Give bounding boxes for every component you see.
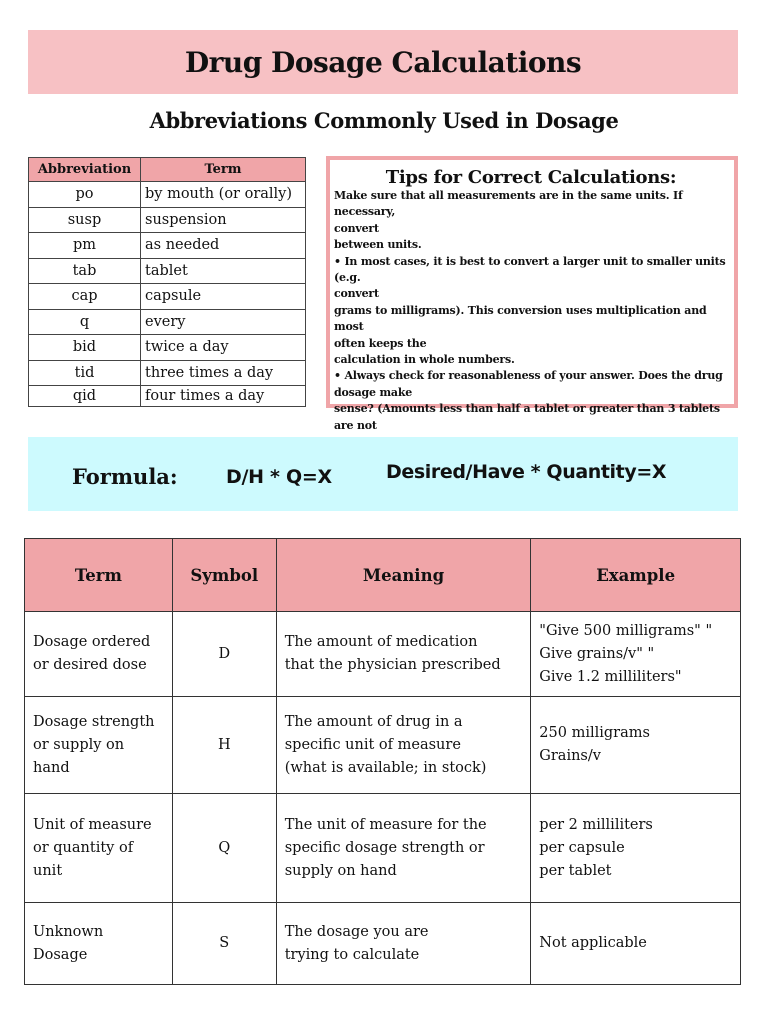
page-subtitle: Abbreviations Commonly Used in Dosage [149, 108, 619, 133]
abbreviation-cell: cap [29, 284, 141, 310]
tips-content [330, 160, 734, 432]
term-cell: capsule [141, 284, 306, 310]
term-cell: tablet [141, 258, 306, 284]
abbreviation-cell: qid [29, 386, 141, 407]
table-row [25, 794, 741, 903]
formula-short: D/H * Q=X [226, 466, 332, 488]
abbreviation-cell: q [29, 309, 141, 335]
title-banner [28, 30, 738, 94]
term-cell: as needed [141, 233, 306, 259]
abbreviation-cell: pm [29, 233, 141, 259]
terms-header-row [25, 539, 741, 612]
term-cell [25, 903, 173, 985]
example-cell [531, 794, 741, 903]
example-text: 250 milligrams Grains/v [539, 725, 650, 764]
term-cell: twice a day [141, 335, 306, 361]
meaning-text: The unit of measure for the specific dosage strength or supply on hand [284, 816, 487, 879]
abbreviation-cell: po [29, 182, 141, 208]
term-text: Dosage ordered or desired dose [33, 634, 151, 673]
symbol-column-header: Symbol [172, 539, 276, 612]
tips-line: dosage make [334, 385, 413, 399]
example-text: "Give 500 milligrams" " Give grains/v" " Give 1.2 milliliters" [539, 622, 713, 685]
example-text: Not applicable [539, 935, 647, 951]
tips-line: often keeps the [334, 336, 427, 350]
example-cell [531, 697, 741, 794]
abbreviation-header: Abbreviation [29, 158, 141, 182]
symbol-cell: Q [172, 794, 276, 903]
table-row [25, 903, 741, 985]
term-cell [25, 697, 173, 794]
example-cell [531, 903, 741, 985]
table-row [25, 697, 741, 794]
table-row [29, 284, 306, 310]
table-row [29, 335, 306, 361]
meaning-text: The amount of drug in a specific unit of measure (what is available; in stock) [284, 713, 487, 776]
symbol-cell: D [172, 612, 276, 697]
abbreviation-cell: susp [29, 207, 141, 233]
tips-line: grams to milligrams). This conversion uses multiplication and most [334, 303, 707, 334]
meaning-cell [276, 794, 531, 903]
meaning-cell [276, 903, 531, 985]
abbreviations-table [28, 157, 306, 407]
tips-line: • Always check for reasonableness of your answer. Does the drug [334, 369, 723, 383]
example-text: per 2 milliliters per capsule per tablet [539, 816, 653, 879]
symbol-cell: H [172, 697, 276, 794]
table-row [29, 360, 306, 386]
page-title: Drug Dosage Calculations [184, 45, 582, 79]
table-row [29, 309, 306, 335]
table-row [29, 386, 306, 407]
table-row [29, 258, 306, 284]
symbol-cell: S [172, 903, 276, 985]
table-row [25, 612, 741, 697]
table-row [29, 233, 306, 259]
tips-title: Tips for Correct Calculations: [385, 167, 677, 188]
example-cell [531, 612, 741, 697]
terms-table [24, 538, 741, 985]
term-text: Unit of measure or quantity of unit [33, 816, 152, 879]
term-column-header: Term [25, 539, 173, 612]
tips-line: between units. [334, 238, 422, 252]
formula-label: Formula: [72, 464, 178, 489]
formula-banner [28, 437, 738, 511]
term-header: Term [141, 158, 306, 182]
meaning-column-header: Meaning [276, 539, 531, 612]
tips-box [326, 156, 738, 432]
term-cell: by mouth (or orally) [141, 182, 306, 208]
term-cell [25, 794, 173, 903]
term-cell: three times a day [141, 360, 306, 386]
formula-long: Desired/Have * Quantity=X [386, 461, 667, 483]
meaning-cell [276, 697, 531, 794]
term-cell: every [141, 309, 306, 335]
term-cell: four times a day [141, 386, 306, 407]
example-column-header: Example [531, 539, 741, 612]
abbreviation-cell: tid [29, 360, 141, 386]
tips-line: sense? (Amounts less than half a tablet or greater than 3 tablets are not [334, 402, 720, 432]
meaning-text: The dosage you are trying to calculate [284, 923, 429, 963]
abbreviations-header-row [29, 158, 306, 182]
meaning-cell [276, 612, 531, 697]
table-row [29, 207, 306, 233]
tips-line: calculation in whole numbers. [334, 353, 515, 367]
tips-line: • In most cases, it is best to convert a larger unit to smaller units (e.g. [334, 254, 726, 285]
abbreviation-cell: bid [29, 335, 141, 361]
term-text: Dosage strength or supply on hand [33, 713, 155, 776]
meaning-text: The amount of medication that the physician prescribed [284, 634, 501, 673]
tips-line: Make sure that all measurements are in the same units. If necessary, [334, 189, 683, 219]
abbreviation-cell: tab [29, 258, 141, 284]
term-cell: suspension [141, 207, 306, 233]
tips-line: convert [334, 221, 379, 235]
term-text: Unknown Dosage [33, 923, 104, 963]
table-row [29, 182, 306, 208]
term-cell [25, 612, 173, 697]
tips-line: convert [334, 287, 379, 301]
